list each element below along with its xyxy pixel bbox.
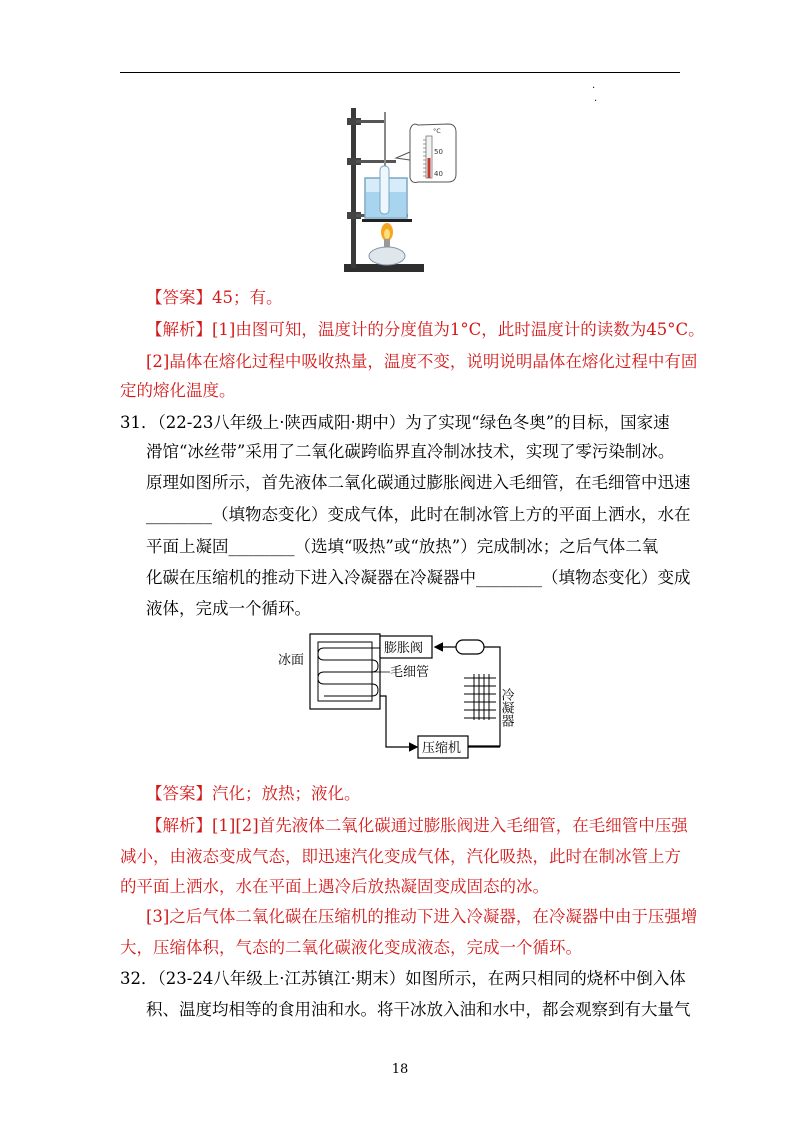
- pipe-to-compressor: [380, 696, 416, 747]
- compressor-label: 压缩机: [422, 741, 462, 756]
- callout-pointer: [396, 152, 410, 160]
- condenser-return-pipe: [466, 647, 500, 746]
- clamp-arm: [356, 160, 396, 163]
- page-number: 18: [391, 1062, 409, 1077]
- thermometer-apparatus-figure: [330, 100, 470, 280]
- q30-analysis-2a: [2]晶体在熔化过程中吸收热量，温度不变，说明说明晶体在熔化过程中有固: [146, 352, 698, 371]
- flame-core: [384, 229, 390, 239]
- q32-line1: 32．（23-24八年级上·江苏镇江·期末）如图所示，在两只相同的烧杯中倒入体: [120, 969, 686, 988]
- q30-analysis-2b: 定的熔化温度。: [120, 381, 236, 400]
- q32-line2: 积、温度均相等的食用油和水。将干冰放入油和水中，都会观察到有大量气: [146, 1000, 691, 1019]
- test-tube: [380, 166, 389, 214]
- q31-analysis-1c: 的平面上洒水，水在平面上遇冷后放热凝固变成固态的冰。: [120, 877, 549, 896]
- q31-line2: 滑馆“冰丝带”采用了二氧化碳跨临界直冷制冰技术，实现了零污染制冰。: [146, 442, 675, 461]
- zoomed-mercury: [428, 158, 431, 178]
- q31-answer: 【答案】汽化；放热；液化。: [146, 784, 361, 803]
- condenser-coil: [464, 674, 496, 720]
- header-rule: [120, 72, 680, 73]
- unit-label: °C: [433, 127, 441, 135]
- wire-gauze: [362, 219, 412, 222]
- q31-line5: 平面上凝固________（选填“吸热”或“放热”）完成制冰；之后气体二氧: [146, 537, 659, 556]
- q31-analysis-1a: 【解析】[1][2]首先液体二氧化碳通过膨胀阀进入毛细管，在毛细管中压强: [146, 816, 688, 835]
- stand-rod: [351, 108, 356, 268]
- q31-line3: 原理如图所示，首先液体二氧化碳通过膨胀阀进入毛细管，在毛细管中迅速: [146, 473, 691, 492]
- q31-line4: ________（填物态变化）变成气体，此时在制冰管上方的平面上洒水，水在: [146, 505, 691, 524]
- q31-line6: 化碳在压缩机的推动下进入冷凝器在冷凝器中________（填物态变化）变成: [146, 568, 691, 587]
- q30-analysis-1: 【解析】[1]由图可知，温度计的分度值为1°C，此时温度计的读数为45°C。: [146, 320, 705, 339]
- q31-line1: 31．（22-23八年级上·陕西咸阳·期中）为了实现“绿色冬奥”的目标，国家速: [120, 413, 670, 432]
- expansion-valve-label: 膨胀阀: [384, 641, 424, 656]
- receiver-tank: [456, 640, 484, 654]
- q31-analysis-2b: 大，压缩体积，气态的二氧化碳液化变成液态，完成一个循环。: [120, 938, 582, 957]
- q31-analysis-1b: 减小，由液态变成气态，即迅速汽化变成气体，汽化吸热，此时在制冰管上方: [120, 847, 681, 866]
- q30-answer: 【答案】45；有。: [146, 288, 283, 307]
- header-dot: .: [592, 80, 596, 91]
- burner-wick: [384, 239, 390, 247]
- ice-surface-label: 冰面: [278, 653, 305, 668]
- header-dot: .: [594, 93, 598, 104]
- alcohol-burner: [369, 247, 405, 265]
- tick-label-upper: 50: [434, 148, 443, 156]
- q31-analysis-2a: [3]之后气体二氧化碳在压缩机的推动下进入冷凝器，在冷凝器中由于压强增: [146, 907, 698, 926]
- condenser-label: [499, 687, 515, 728]
- clamp-arm: [356, 120, 386, 123]
- condenser-label-text: 冷凝器: [498, 688, 514, 727]
- capillary-label: 毛细管: [390, 665, 430, 680]
- tick-label-lower: 40: [434, 170, 443, 178]
- refrigeration-cycle-diagram: [278, 628, 528, 768]
- q31-line7: 液体，完成一个循环。: [146, 599, 311, 618]
